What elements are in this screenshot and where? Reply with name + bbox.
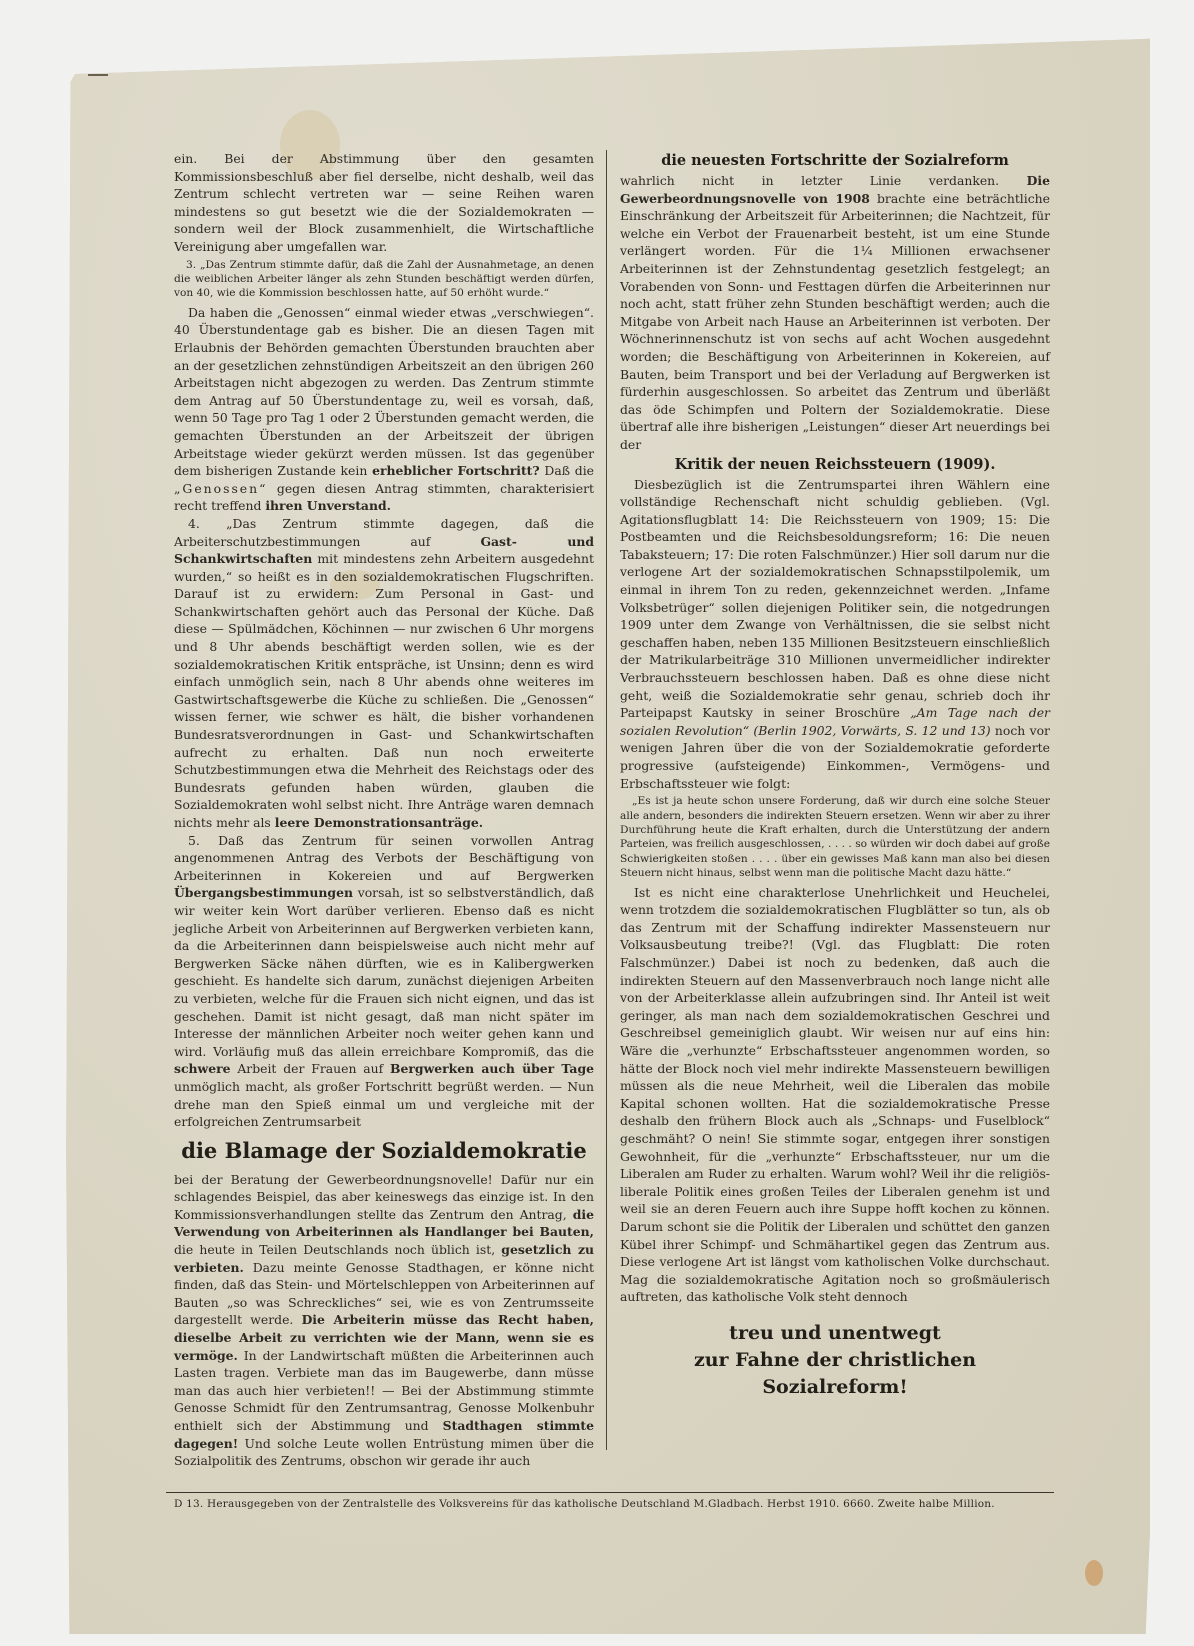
margin-mark: [88, 74, 108, 76]
footer-divider: [166, 1492, 1054, 1493]
section-heading: Kritik der neuen Reichssteuern (1909).: [674, 455, 996, 473]
paragraph: ein. Bei der Abstimmung über den gesamten Kommissionsbeschluß aber fiel derselbe, nicht deshalb, weil das Zentrum schlecht vertreten war — seine Reihen waren mindestens so gut besetzt wie die der Sozialdemokraten — sondern weil der Block zusammenhielt, die Wirtschaftliche Vereinigung aber umgefallen war.: [174, 151, 594, 254]
publisher-imprint: D 13. Herausgegeben von der Zentralstelle des Volksvereins für das katholische Deutschland M.Gladbach. Herbst 1910. 6660. Zweite halbe Million.: [174, 1498, 995, 1510]
column-divider: [606, 150, 607, 1450]
section-heading: die neuesten Fortschritte der Sozialreform: [661, 152, 1009, 169]
paragraph: bei der Beratung der Gewerbeordnungsnovelle! Dafür nur ein schlagendes Beispiel, das aber keineswegs das einzige ist. In den Kommissionsverhandlungen stellte das Zentrum den Antrag, die Verwendung von Arbeiterinnen als Handlanger bei Bauten, die heute in Teilen Deutschlands noch üblich ist, gesetzlich zu verbieten. Dazu meinte Genosse Stadthagen, er könne nicht finden, daß das Stein- und Mörtelschleppen von Arbeiterinnen auf Bauten „so was Schreckliches“ sei, wie es von Zentrumsseite dargestellt werde. Die Arbeiterin müsse das Recht haben, dieselbe Arbeit zu verrichten wie der Mann, wenn sie es vermöge. In der Landwirtschaft müßten die Arbeiterinnen auch Lasten tragen. Verbiete man das im Baugewerbe, dann müsse man das auch hier verbieten!! — Bei der Abstimmung stimmte Genosse Schmidt für den Zentrumsantrag, Genosse Molkenbuhr enthielt sich der Abstimmung und Stadthagen stimmte dagegen! Und solche Leute wollen Entrüstung mimen über die Sozialpolitik des Zentrums, obschon wir gerade ihr auch: [174, 1171, 594, 1469]
quote-kautsky: „Es ist ja heute schon unsere Forderung, daß wir durch eine solche Steuer alle andern, besonders die indirekten Steuern ersetzen. Wenn wir aber zu ihrer Durchführung heute die Kraft erhalten, durch die Unterstützung der andern Parteien, was freilich ausgeschlossen, . . . . so würden wir doch dabei auf große Schwierigkeiten stoßen . . . . über ein gewisses Maß kann man also bei diesen Steuern nicht hinaus, selbst wenn man die politische Macht dazu hätte.“: [620, 795, 1050, 880]
paragraph: 5. Daß das Zentrum für seinen vorwollen Antrag angenommenen Antrag des Verbots der Beschäftigung von Arbeiterinnen in Kokereien und auf Bergwerken Übergangsbestimmungen vorsah, ist so selbstverständlich, daß wir weiter kein Wort darüber verlieren. Ebenso daß es nicht jegliche Arbeit von Arbeiterinnen auf Bergwerken verbieten kann, da die Arbeiterinnen dann beispielsweise auch nicht mehr auf Bergwerken Säcke nähen dürften, wie es in Kalibergwerken geschieht. Es handelte sich darum, zunächst diejenigen Arbeiten zu verbieten, welche für die Frauen sich nicht eignen, und das ist geschehen. Damit ist nicht gesagt, daß man nicht später im Interesse der männlichen Arbeiter noch weiter gehen kann und wird. Vorläufig muß das allein erreichbare Kompromiß, das die schwere Arbeit der Frauen auf Bergwerken auch über Tage unmöglich macht, als großer Fortschritt begrüßt werden. — Nun drehe man den Spieß einmal um und vergleiche mit der erfolgreichen Zentrumsarbeit: [174, 832, 594, 1130]
closing-slogan: treu und unentwegt zur Fahne der christlichen Sozialreform!: [693, 1321, 977, 1398]
paragraph: Da haben die „Genossen“ einmal wieder etwas „verschwiegen“. 40 Überstundentage gab es bisher. Die an diesen Tagen mit Erlaubnis der Behörden gemachten Überstunden brauchten aber an der gesetzlichen zehnstündigen Arbeitszeit an den übrigen 260 Arbeitstagen nicht abgezogen zu werden. Das Zentrum stimmte dem Antrag auf 50 Überstundentage zu, weil es vorsah, daß, wenn 50 Tage pro Tag 1 oder 2 Überstunden gemacht werden, die gemachten Überstunden an der Arbeitszeit der übrigen Arbeitstage wieder gekürzt werden müssen. Ist das gegenüber dem bisherigen Zustande kein erheblicher Fortschritt? Daß die „Genossen“ gegen diesen Antrag stimmten, charakterisiert recht treffend ihren Unverstand.: [174, 304, 594, 514]
left-column: [174, 150, 594, 1470]
right-column: [620, 150, 1050, 1401]
paragraph: Diesbezüglich ist die Zentrumspartei ihren Wählern eine vollständige Rechenschaft nicht schuldig geblieben. (Vgl. Agitationsflugblatt 14: Die Reichssteuern von 1909; 15: Die Postbeamten und die Reichsbesoldungsreform; 16: Die neuen Tabaksteuern; 17: Die roten Falschmünzer.) Hier soll darum nur die verlogene Art der sozialdemokratischen Schnapsstilpolemik, um einmal in ihrem Ton zu reden, gekennzeichnet werden. „Infame Volksbetrüger“ sollen diejenigen Politiker sein, die notgedrungen 1909 unter dem Zwange von Verhältnissen, die sie selbst nicht geschaffen haben, neben 135 Millionen Besitzsteuern einschließlich der Matrikularbeiträge 310 Millionen unvermeidlicher indirekter Verbrauchssteuern beschlossen haben. Daß es ohne diese nicht geht, weiß die Sozialdemokratie sehr genau, schrieb doch ihr Parteipapst Kautsky in seiner Broschüre „Am Tage nach der sozialen Revolution“ (Berlin 1902, Vorwärts, S. 12 und 13) noch vor wenigen Jahren über die von der Sozialdemokratie geforderte progressive (aufsteigende) Einkommen-, Vermögens- und Erbschaftssteuer wie folgt:: [620, 476, 1050, 791]
paragraph: Ist es nicht eine charakterlose Unehrlichkeit und Heuchelei, wenn trotzdem die sozialdemokratischen Flugblätter so tun, als ob das Zentrum mit der Schaffung indirekter Massensteuern nur Volksausbeutung treibe?! (Vgl. das Flugblatt: Die roten Falschmünzer.) Dabei ist noch zu bedenken, daß auch die indirekten Steuern auf den Massenverbrauch noch lange nicht alle von der Arbeiterklasse allein aufzubringen sind. Ihr Anteil ist weit geringer, als man nach dem sozialdemokratischen Geschrei und Geschreibsel gemeiniglich glaubt. Wir weisen nur auf eins hin: Wäre die „verhunzte“ Erbschaftssteuer angenommen worden, so hätte der Block noch viel mehr indirekte Massensteuern bewilligen müssen als die neue Mehrheit, weil die Liberalen das mobile Kapital schonen wollten. Hat die sozialdemokratische Presse deshalb den frühern Block auch als „Schnaps- und Fuselblock“ geschmäht? O nein! Sie stimmte sogar, entgegen ihrer sonstigen Gewohnheit, für die „verhunzte“ Erbschaftssteuer, nur um die Liberalen am Ruder zu erhalten. Warum wohl? Weil ihr die religiös-liberale Politik eines großen Teiles der Liberalen genehm ist und weil sie an deren Feuern auch ihre Suppe hofft kochen zu können. Darum schont sie die Politik der Liberalen und schüttet den ganzen Kübel ihrer Schimpf- und Schmähartikel gegen das Zentrum aus. Diese verlogene Art ist längst vom katholischen Volke durchschaut. Mag die sozialdemokratische Agitation noch so großmäulerisch auftreten, das katholische Volk steht dennoch: [620, 884, 1050, 1305]
section-heading: die Blamage der Sozialdemokratie: [181, 1137, 587, 1163]
quote-item-3: 3. „Das Zentrum stimmte dafür, daß die Zahl der Ausnahmetage, an denen die weiblichen Arbeiter länger als zehn Stunden beschäftigt werden dürfen, von 40, wie die Kommission beschlossen hatte, auf 50 erhöht wurde.“: [174, 258, 594, 300]
paragraph: wahrlich nicht in letzter Linie verdanken. Die Gewerbeordnungsnovelle von 1908 brachte eine beträchtliche Einschränkung der Arbeitszeit für Arbeiterinnen; die Nachtzeit, für welche ein Verbot der Frauenarbeit besteht, ist um eine Stunde verlängert worden. Für die 1¼ Millionen erwachsener Arbeiterinnen ist der Zehnstundentag gesetzlich festgelegt; an Vorabenden von Sonn- und Festtagen dürfen die Arbeiterinnen nur noch acht, statt früher zehn Stunden beschäftigt werden; auch die Mitgabe von Arbeit nach Hause an Arbeiterinnen ist verboten. Der Wöchnerinnenschutz ist von sechs auf acht Wochen ausgedehnt worden; die Beschäftigung von Arbeiterinnen in Kokereien, auf Bauten, beim Transport und bei der Verladung auf Bergwerken ist fürderhin ausgeschlossen. So arbeitet das Zentrum und überläßt das öde Schimpfen und Poltern der Sozialdemokratie. Diese übertraf alle ihre bisherigen „Leistungen“ dieser Art neuerdings bei der: [620, 173, 1050, 452]
paper-stain: [1085, 1560, 1103, 1586]
paragraph: 4. „Das Zentrum stimmte dagegen, daß die Arbeiterschutzbestimmungen auf Gast- und Schankwirtschaften mit mindestens zehn Arbeitern ausgedehnt wurden,“ so heißt es in den sozialdemokratischen Flugschriften. Darauf ist zu erwidern: Zum Personal in Gast- und Schankwirtschaften gehört auch das Personal der Küche. Daß diese — Spülmädchen, Köchinnen — nur zwischen 6 Uhr morgens und 8 Uhr abends beschäftigt werden sollen, wie es der sozialdemokratischen Kritik entspräche, ist Unsinn; denn es wird einfach unmöglich sein, nach 8 Uhr abends ohne weiteres im Gastwirtschaftsgewerbe die Küche zu schließen. Die „Genossen“ wissen ferner, wie schwer es hält, die bisher vorhandenen Bundesratsverordnungen in Gast- und Schankwirtschaften aufrecht zu erhalten. Daß nun noch erweiterte Schutzbestimmungen etwa die Mehrheit des Reichstags oder des Bundesrats gefunden haben würden, glauben die Sozialdemokraten wohl selbst nicht. Ihre Anträge waren demnach nichts mehr als leere Demonstrationsanträge.: [174, 515, 594, 830]
